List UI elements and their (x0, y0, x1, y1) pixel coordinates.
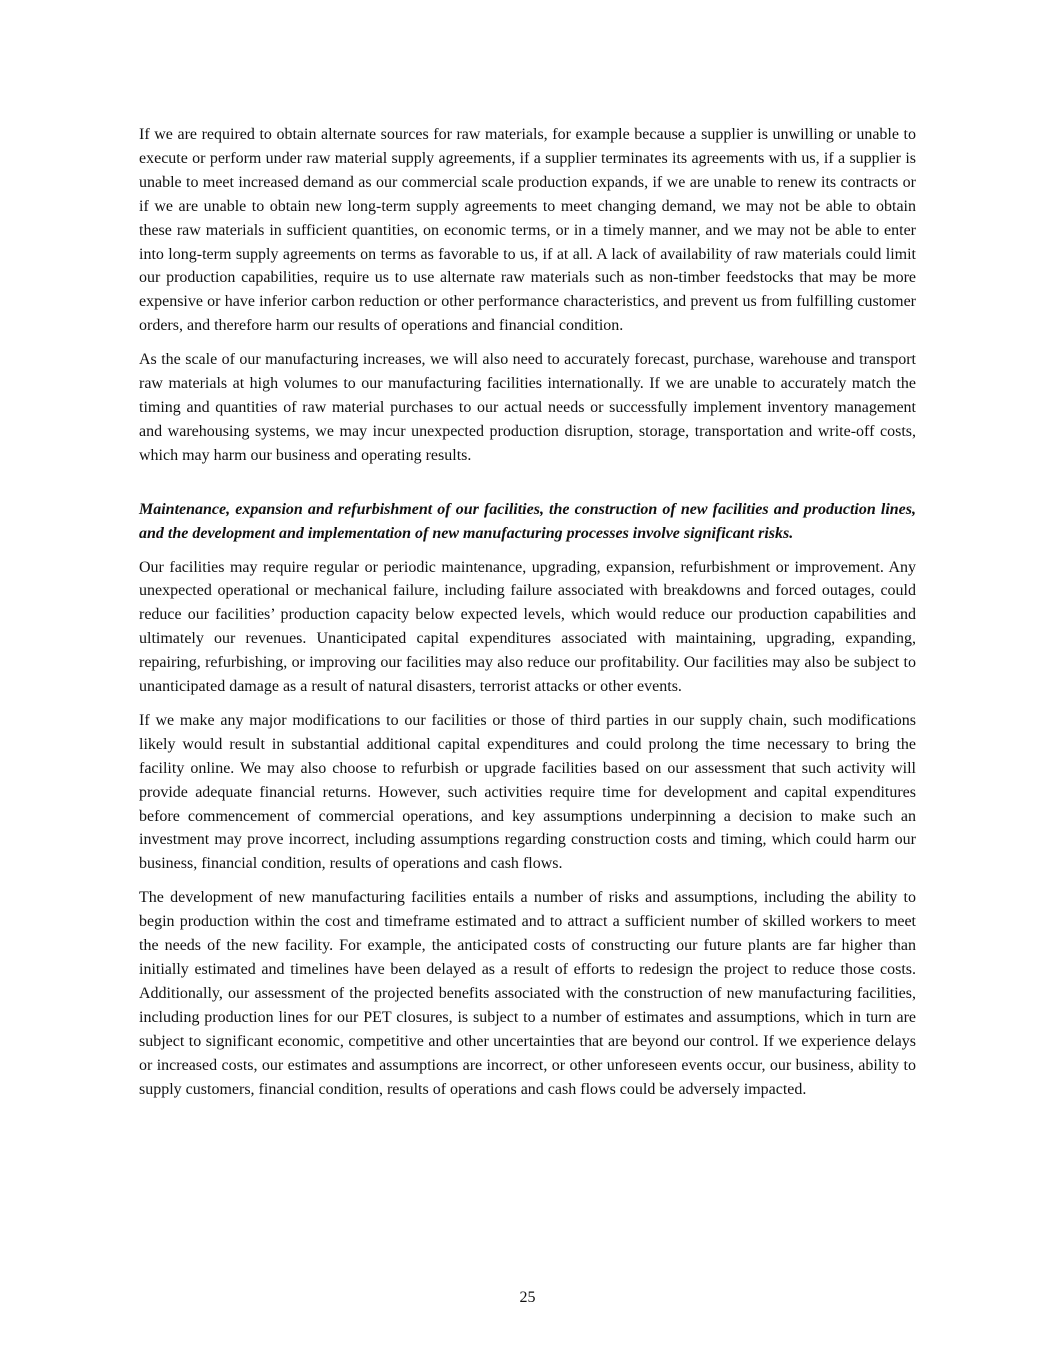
paragraph-facility-maintenance: Our facilities may require regular or periodic maintenance, upgrading, expansion, refurbishment or improvement. Any unexpected operational or mechanical failure, including failure associated with breakdowns and forced outages, could reduce our facilities’ production capacity below expected levels, which would reduce our production capabilities and ultimately our revenues. Unanticipated capital expenditures associated with maintaining, upgrading, expanding, repairing, refurbishing, or improving our facilities may also reduce our profitability. Our facilities may also be subject to unanticipated damage as a result of natural disasters, terrorist attacks or other events. (139, 558, 916, 696)
section-heading: Maintenance, expansion and refurbishment of our facilities, the construction of new facilities and production lines, and the development and implementation of new manufacturing processes involve significant risks. (139, 500, 916, 542)
paragraph-raw-materials-sources: If we are required to obtain alternate sources for raw materials, for example because a supplier is unwilling or unable to execute or perform under raw material supply agreements, if a supplier terminates its agreements with us, if a supplier is unable to meet increased demand as our commercial scale production expands, if we are unable to renew its contracts or if we are unable to obtain new long-term supply agreements to meet changing demand, we may not be able to obtain these raw materials in sufficient quantities, on economic terms, or in a timely manner, and we may not be able to enter into long-term supply agreements on terms as favorable to us, if at all. A lack of availability of raw materials could limit our production capabilities, require us to use alternate raw materials such as non-timber feedstocks that may be more expensive or have inferior carbon reduction or other performance characteristics, and prevent us from fulfilling customer orders, and therefore harm our results of operations and financial condition. (139, 126, 916, 335)
paragraph-major-modifications: If we make any major modifications to our facilities or those of third parties in our supply chain, such modifications likely would result in substantial additional capital expenditures and could prolong the time necessary to bring the facility online. We may also choose to refurbish or upgrade facilities based on our assessment that such activity will provide adequate financial returns. However, such activities require time for development and capital expenditures before commencement of commercial operations, and key assumptions underpinning a decision to make such an investment may prove incorrect, including assumptions regarding construction costs and timing, which could harm our business, financial condition, results of operations and cash flows. (139, 711, 916, 873)
paragraph-new-facilities: The development of new manufacturing facilities entails a number of risks and assumptions, including the ability to begin production within the cost and timeframe estimated and to attract a sufficient number of skilled workers to meet the needs of the new facility. For example, the anticipated costs of constructing our future plants are far higher than initially estimated and timelines have been delayed as a result of efforts to redesign the project to reduce those costs. Additionally, our assessment of the projected benefits associated with the construction of new manufacturing facilities, including production lines for our PET closures, is subject to a number of estimates and assumptions, which in turn are subject to significant economic, competitive and other uncertainties that are beyond our control. If we experience delays or increased costs, our estimates and assumptions are incorrect, or other unforeseen events occur, our business, ability to supply customers, financial condition, results of operations and cash flows could be adversely impacted. (139, 889, 916, 1098)
paragraph-manufacturing-scale: As the scale of our manufacturing increases, we will also need to accurately forecast, purchase, warehouse and transport raw materials at high volumes to our manufacturing facilities internationally. If we are unable to accurately match the timing and quantities of raw material purchases to our actual needs or successfully implement inventory management and warehousing systems, we may incur unexpected production disruption, storage, transportation and write-off costs, which may harm our business and operating results. (139, 351, 916, 464)
page-number: 25 (519, 1289, 536, 1306)
document-body (139, 123, 916, 1111)
